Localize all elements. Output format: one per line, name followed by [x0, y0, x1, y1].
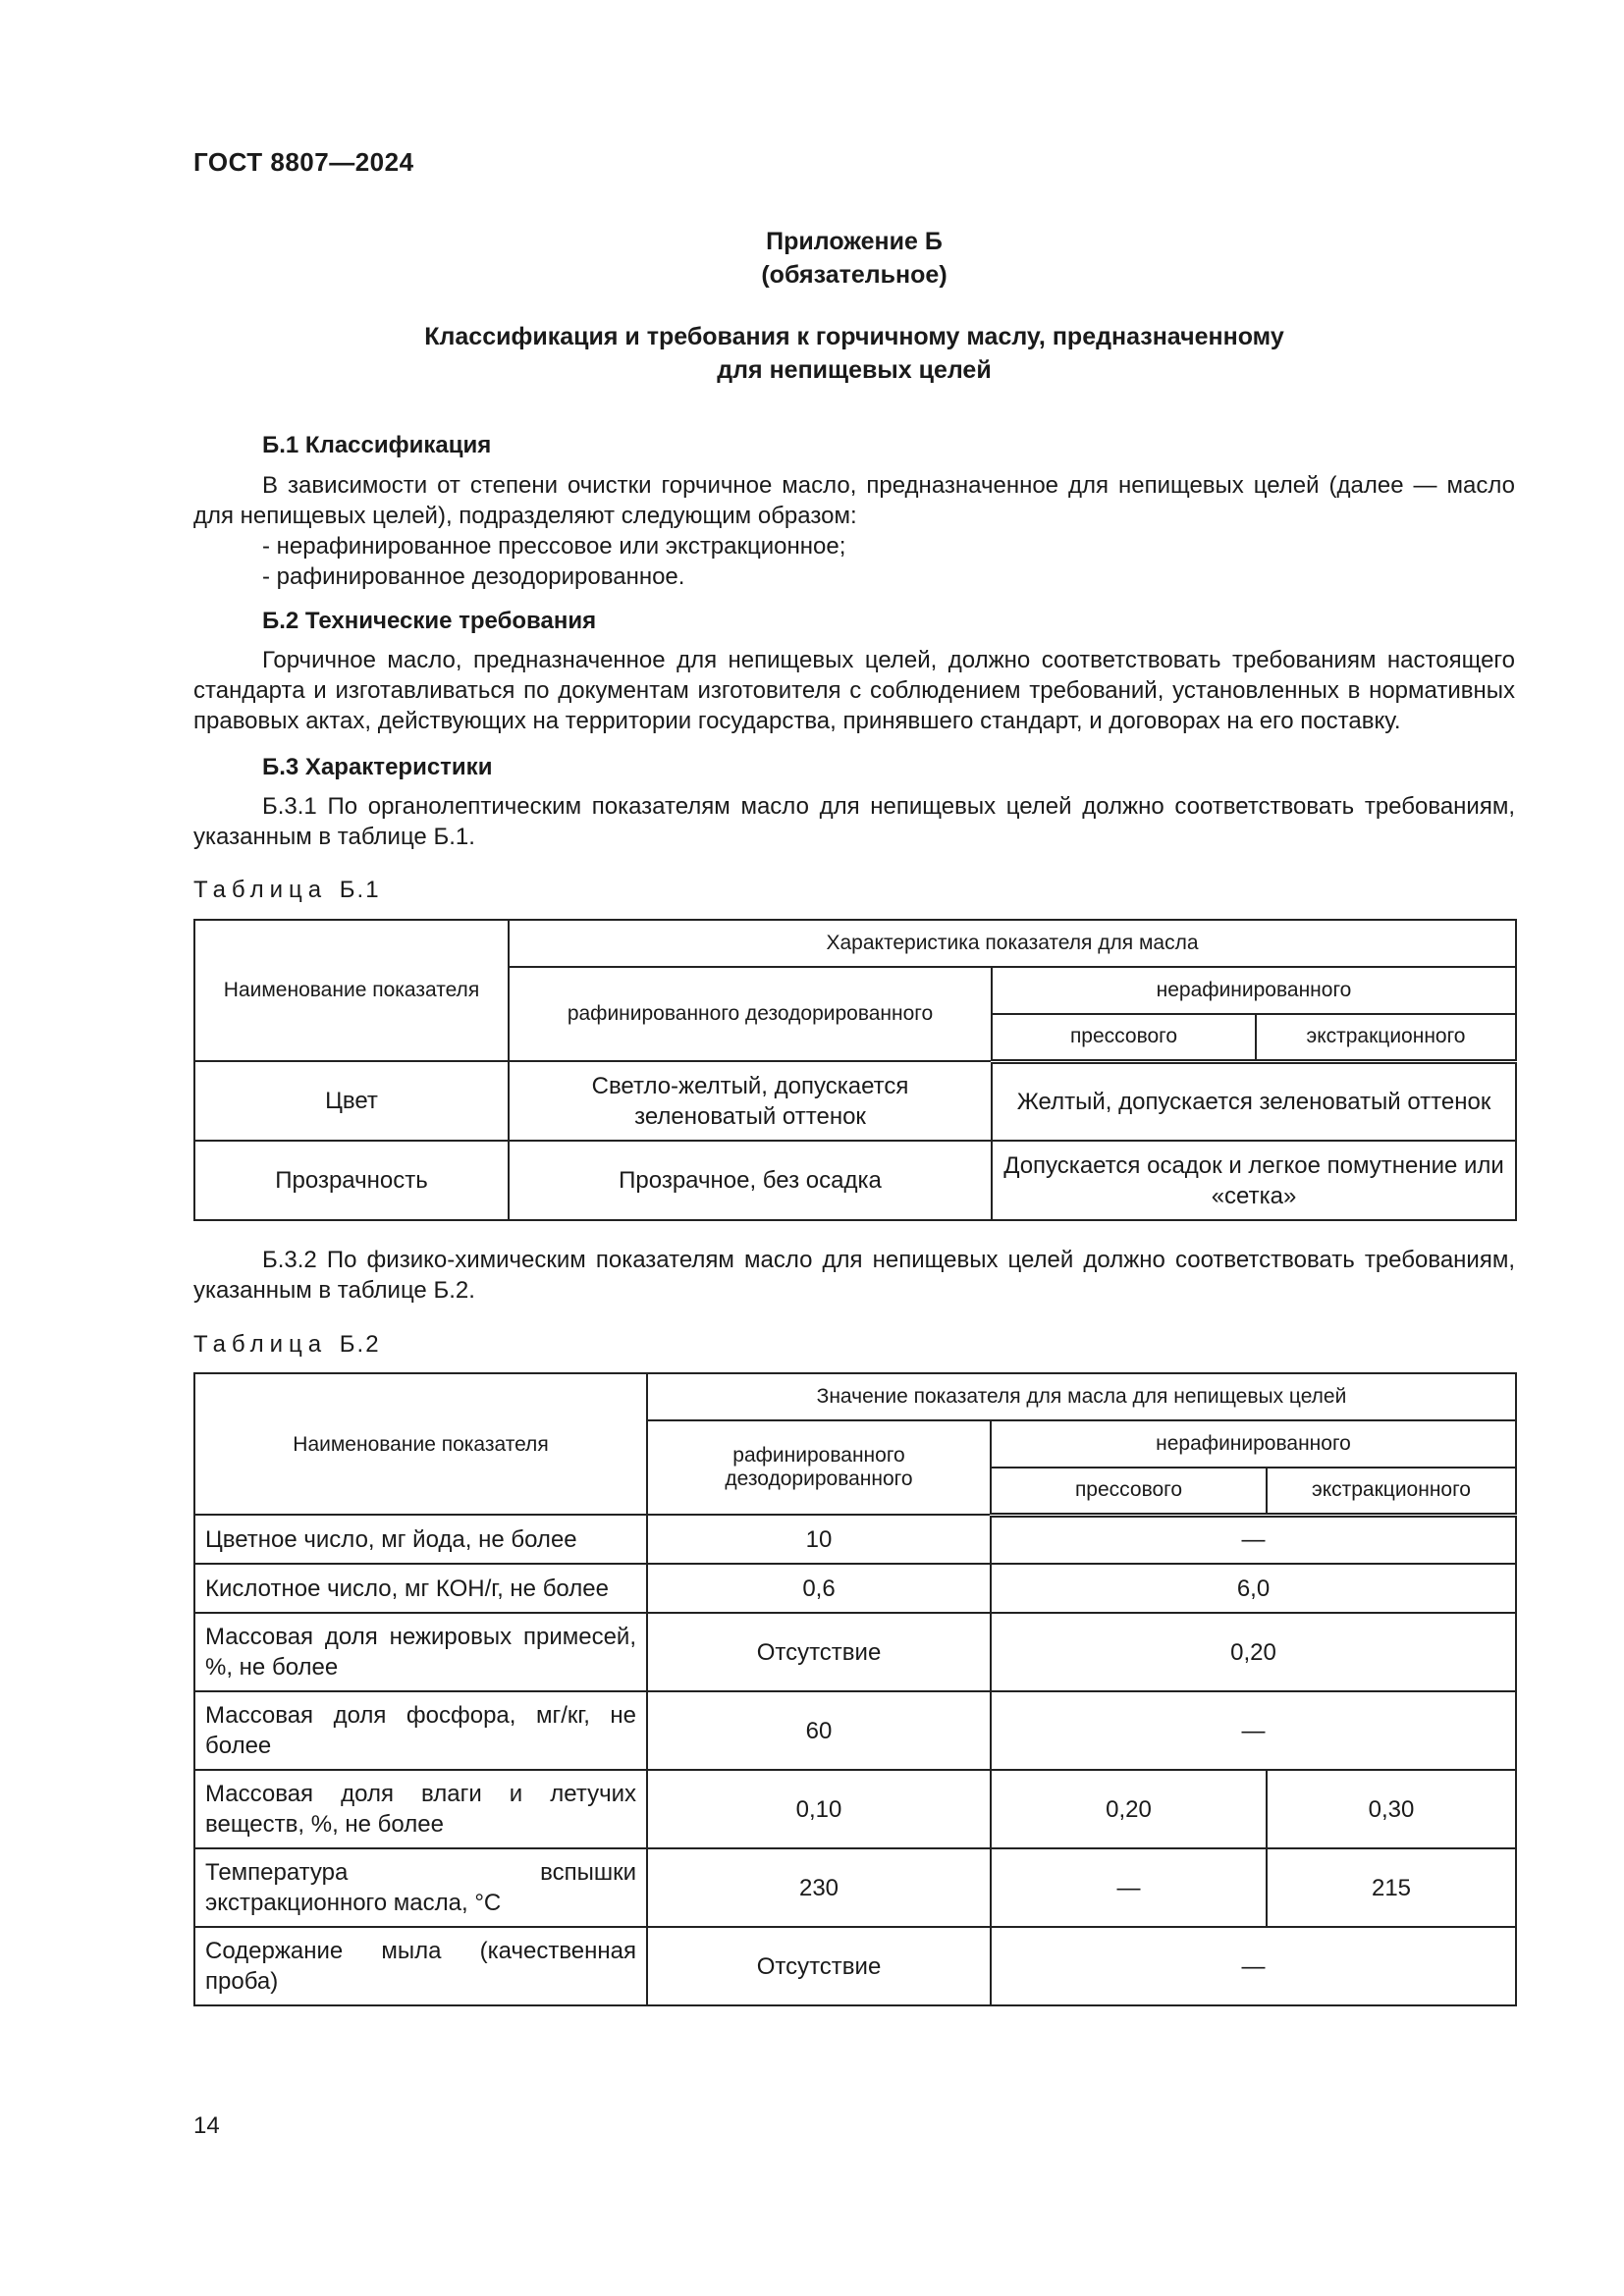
- table-b2: [193, 1372, 1517, 2006]
- page-number: 14: [193, 2112, 220, 2139]
- section-b3-p1-block: [193, 791, 1515, 852]
- section-b3-p2: Б.3.2 По физико-химическим показателям масло для непищевых целей должно соответствовать требованиям, указанным в таблице Б.2.: [193, 1247, 1515, 1304]
- table-row: [194, 1141, 1516, 1220]
- table2-header-group: Значение показателя для масла для непищевых целей: [647, 1373, 1516, 1420]
- table2-cell: 6,0: [991, 1564, 1516, 1613]
- table2-caption-word: Таблица: [193, 1331, 328, 1358]
- table1-caption: [193, 877, 381, 904]
- table-row: [194, 1564, 1516, 1613]
- table-row: [194, 1515, 1516, 1564]
- appendix-heading-line1: Классификация и требования к горчичному маслу, предназначенному: [424, 323, 1284, 350]
- table2-cell: 230: [647, 1848, 991, 1927]
- table1-header-unrefined: нерафинированного: [992, 967, 1516, 1014]
- section-b2-body: [193, 645, 1515, 736]
- table2-cell: 0,20: [991, 1770, 1267, 1848]
- section-b1-title: Б.1 Классификация: [262, 432, 492, 458]
- table-row: [194, 1770, 1516, 1848]
- table2-caption: [193, 1331, 381, 1359]
- list-item: - нерафинированное прессовое или экстракционное;: [262, 533, 846, 560]
- table2-cell: 60: [647, 1691, 991, 1770]
- table2-cell: —: [991, 1848, 1267, 1927]
- table1-header-refined: рафинированного дезодорированного: [509, 967, 992, 1061]
- table-row: [194, 1848, 1516, 1927]
- section-b2-text: Горчичное масло, предназначенное для непищевых целей, должно соответствовать требованиям настоящего стандарта и изготавливаться по документам изготовителя с соблюдением требований, установленных в нормативных правовых актах, действующих на территории государства, принявшего стандарт, и договорах на его поставку.: [193, 647, 1515, 734]
- appendix-subtitle: (обязательное): [761, 261, 947, 289]
- section-b1-text: В зависимости от степени очистки горчичное масло, предназначенное для непищевых целей (далее — масло для непищевых целей), подразделяют следующим образом:: [193, 472, 1515, 529]
- table2-cell: 0,10: [647, 1770, 991, 1848]
- section-b2-title: Б.2 Технические требования: [262, 608, 597, 634]
- section-b3-p2-block: [193, 1245, 1515, 1306]
- table2-header-name: Наименование показателя: [194, 1373, 647, 1515]
- table2-caption-number: Б.2: [339, 1331, 381, 1358]
- table2-cell: —: [991, 1515, 1516, 1564]
- table2-cell: 0,6: [647, 1564, 991, 1613]
- table2-cell: Массовая доля фосфора, мг/кг, не более: [194, 1691, 647, 1770]
- table2-header-extraction: экстракционного: [1267, 1468, 1516, 1515]
- table-row: [194, 1061, 1516, 1141]
- section-b1-body: [193, 470, 1515, 592]
- table2-header-refined: рафинированного дезодорированного: [647, 1420, 991, 1515]
- table1-cell: Цвет: [194, 1061, 509, 1141]
- table1-caption-word: Таблица: [193, 877, 328, 903]
- table2-cell: —: [991, 1927, 1516, 2005]
- table2-cell: Кислотное число, мг КОН/г, не более: [194, 1564, 647, 1613]
- appendix-title: Приложение Б: [766, 228, 943, 255]
- table1-cell: Допускается осадок и легкое помутнение или «сетка»: [992, 1141, 1516, 1220]
- table2-cell: 215: [1267, 1848, 1516, 1927]
- table1-caption-number: Б.1: [339, 877, 381, 903]
- table2-cell: 10: [647, 1515, 991, 1564]
- section-b3-p1: Б.3.1 По органолептическим показателям масло для непищевых целей должно соответствовать требованиям, указанным в таблице Б.1.: [193, 793, 1515, 850]
- table-row: [194, 1927, 1516, 2005]
- table2-cell: Температура вспышки экстракционного масла, °С: [194, 1848, 647, 1927]
- table1-cell: Прозрачность: [194, 1141, 509, 1220]
- table2-cell: Содержание мыла (качественная проба): [194, 1927, 647, 2005]
- table2-cell: —: [991, 1691, 1516, 1770]
- table2-cell: Отсутствие: [647, 1613, 991, 1691]
- table-row: [194, 1613, 1516, 1691]
- list-item: - рафинированное дезодорированное.: [262, 563, 685, 590]
- table2-cell: Массовая доля влаги и летучих веществ, %, не более: [194, 1770, 647, 1848]
- table1-header-name: Наименование показателя: [194, 920, 509, 1061]
- table2-cell: 0,20: [991, 1613, 1516, 1691]
- table1-header-pressed: прессового: [992, 1014, 1256, 1061]
- table-b1: [193, 919, 1517, 1221]
- table2-cell: Отсутствие: [647, 1927, 991, 2005]
- appendix-heading-line2: для непищевых целей: [717, 356, 992, 384]
- table2-header-unrefined: нерафинированного: [991, 1420, 1516, 1468]
- table1-cell: Светло-желтый, допускается зеленоватый оттенок: [509, 1061, 992, 1141]
- table2-cell: Массовая доля нежировых примесей, %, не более: [194, 1613, 647, 1691]
- section-b3-title: Б.3 Характеристики: [262, 754, 493, 780]
- table1-header-group: Характеристика показателя для масла: [509, 920, 1516, 967]
- table2-cell: Цветное число, мг йода, не более: [194, 1515, 647, 1564]
- table1-cell: Желтый, допускается зеленоватый оттенок: [992, 1061, 1516, 1141]
- table1-header-extraction: экстракционного: [1256, 1014, 1516, 1061]
- table1-cell: Прозрачное, без осадка: [509, 1141, 992, 1220]
- table2-header-pressed: прессового: [991, 1468, 1267, 1515]
- table-row: [194, 1691, 1516, 1770]
- table2-cell: 0,30: [1267, 1770, 1516, 1848]
- doc-code: ГОСТ 8807—2024: [193, 147, 414, 177]
